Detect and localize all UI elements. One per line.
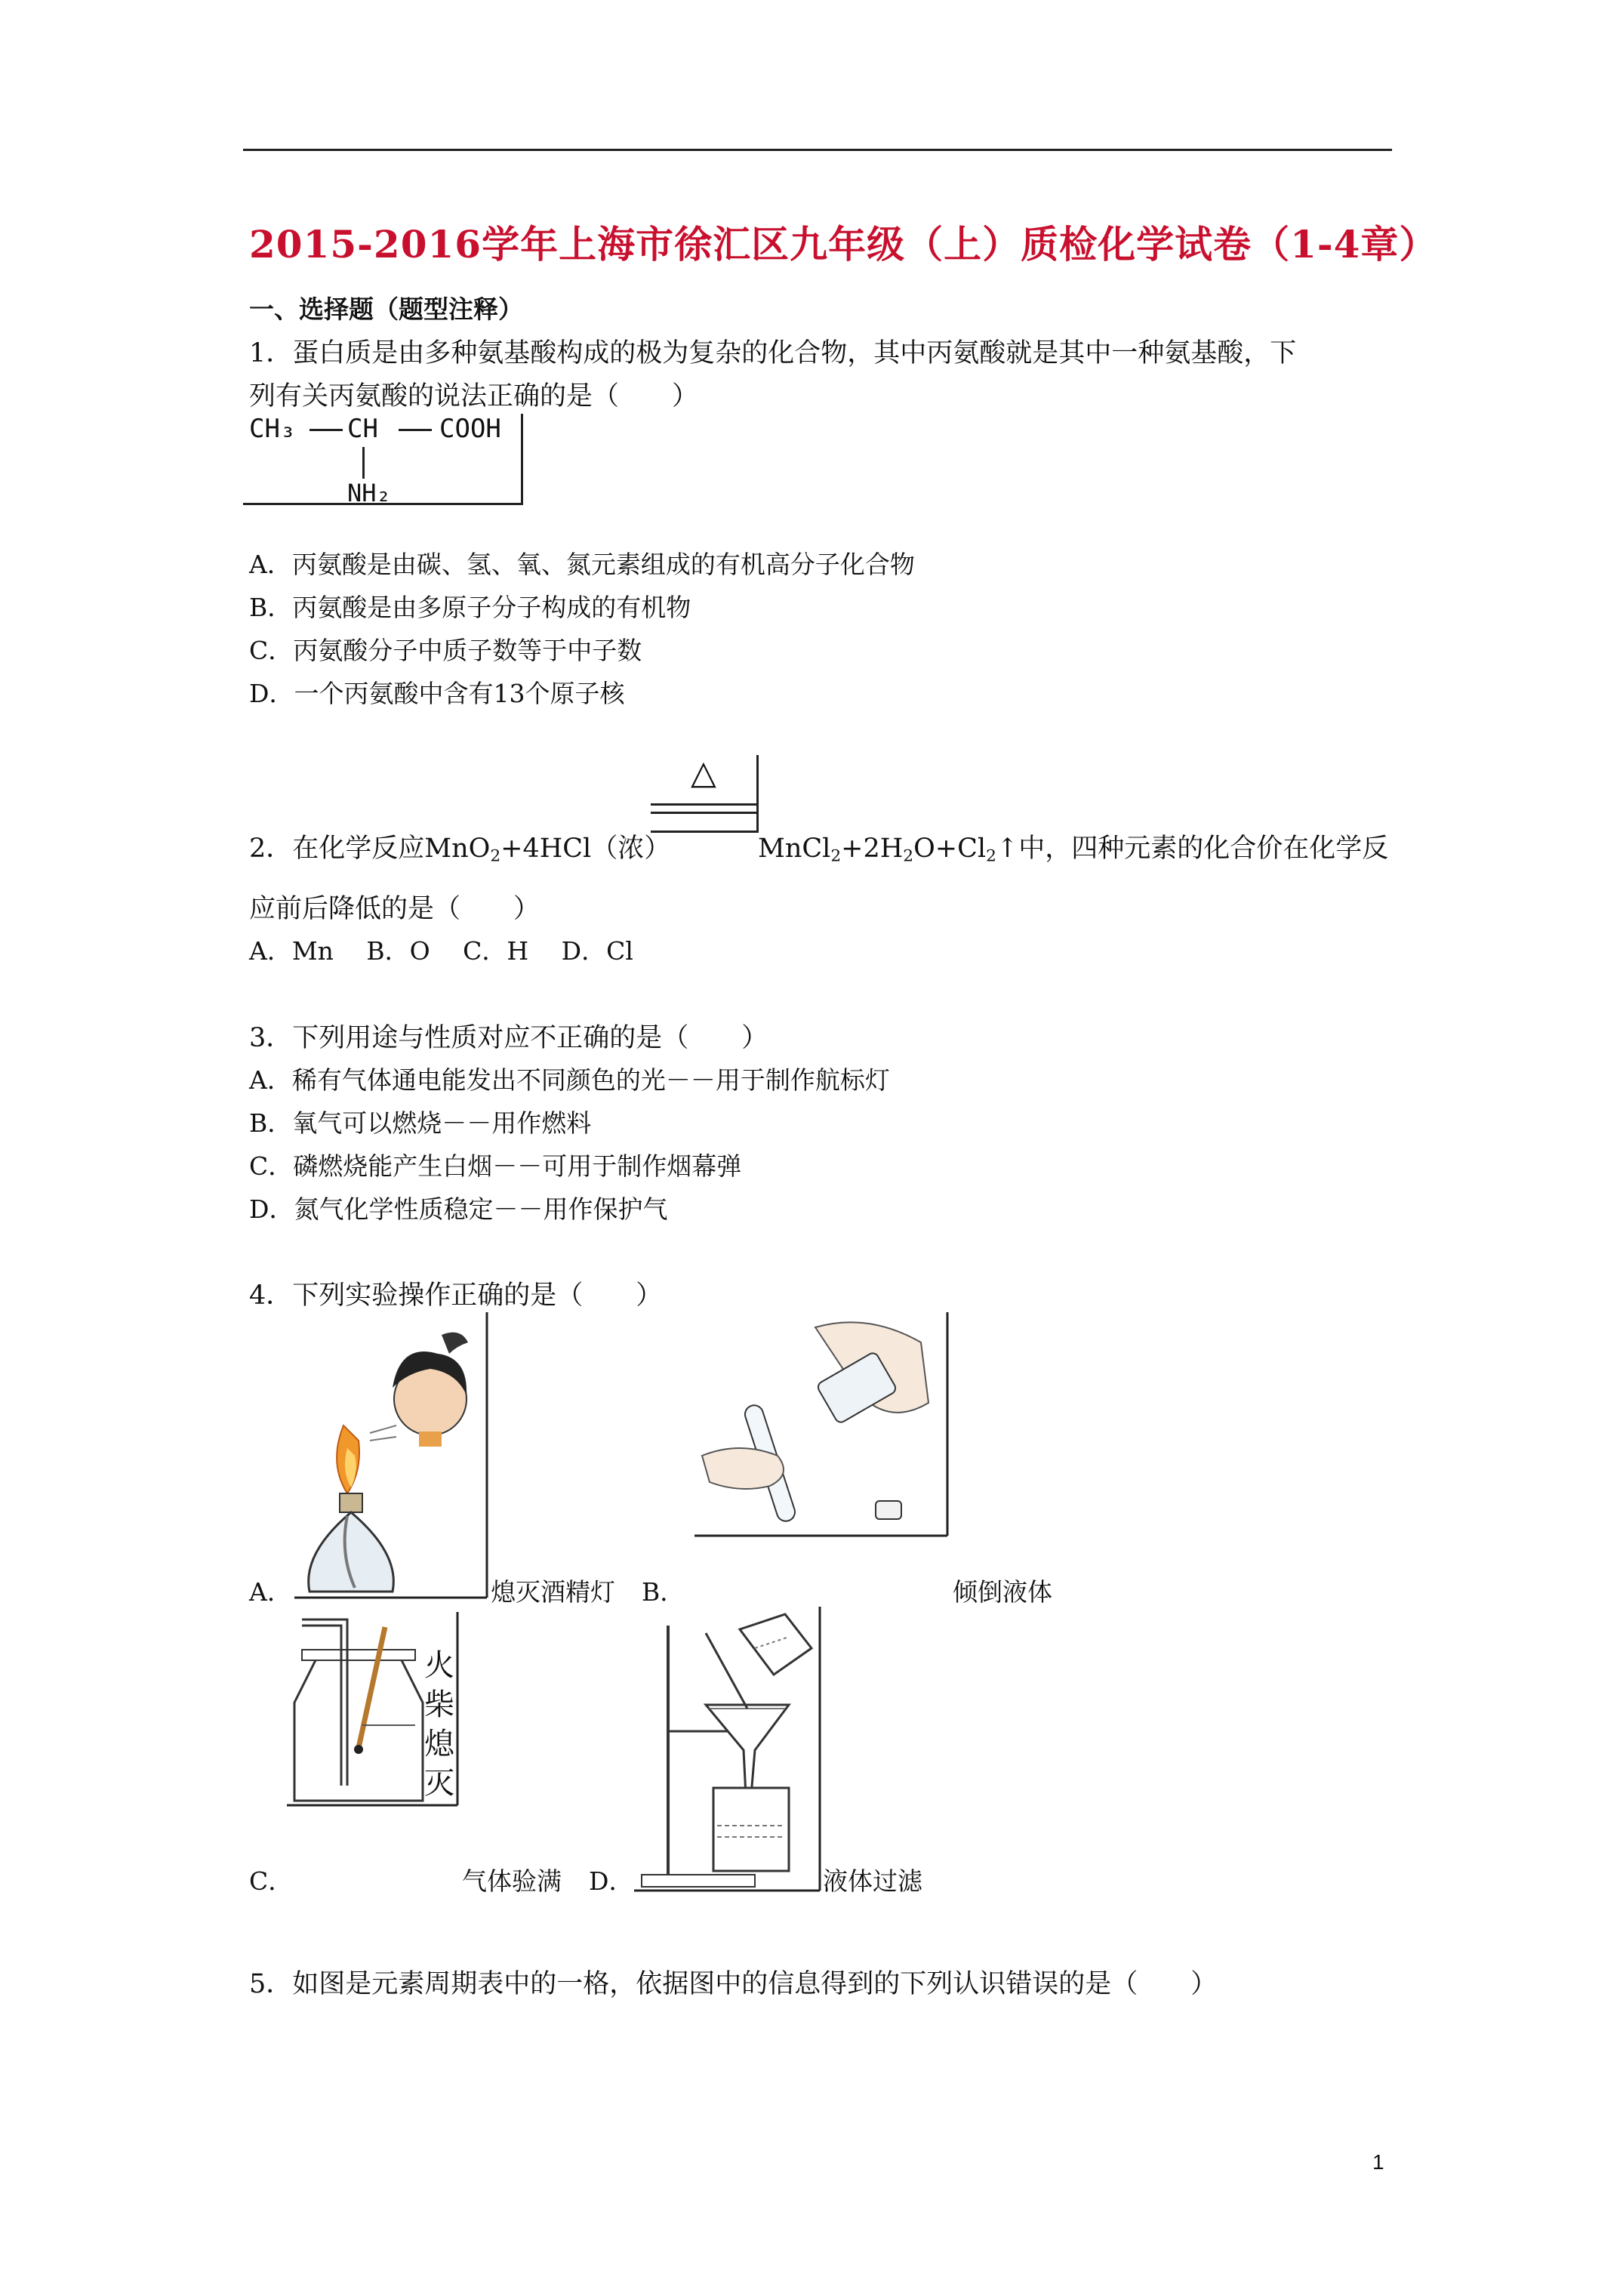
page-title: 2015-2016学年上海市徐汇区九年级（上）质检化学试卷（1-4章）: [249, 222, 1438, 267]
ch3-group: CH₃: [249, 414, 296, 444]
q4-option-d-label: 液体过滤: [823, 1866, 922, 1896]
q2-options: A．Mn B．O C．H D．Cl: [249, 936, 633, 966]
filtration-figure: [634, 1607, 830, 1894]
q4-option-b-label: 倾倒液体: [953, 1577, 1052, 1607]
q1-option-a: A．丙氨酸是由碳、氢、氧、氮元素组成的有机高分子化合物: [249, 550, 915, 579]
q4-option-a-letter: A．: [249, 1577, 292, 1607]
heat-triangle: △: [691, 754, 716, 792]
q4-option-d-letter: D．: [589, 1866, 634, 1896]
header-rule: [243, 149, 1392, 151]
q4-option-c-label: 气体验满: [462, 1866, 562, 1896]
cooh-group: COOH: [439, 414, 501, 444]
q5-stem: 5．如图是元素周期表中的一格，依据图中的信息得到的下列认识错误的是（ ）: [249, 1969, 1218, 1999]
q2-stem-line2: 应前后降低的是（ ）: [249, 894, 540, 924]
pouring-liquid-figure: [694, 1312, 951, 1539]
alcohol-lamp-figure: [287, 1312, 491, 1599]
q2-stem-products: $MnCl_2+2H_2O+Cl_2↑$中，四种元素的化合价在化学反: [758, 834, 1389, 866]
section-heading: 一、选择题（题型注释）: [249, 294, 523, 324]
nh2-group: NH₂: [347, 479, 391, 507]
q4-option-c-letter: C．: [249, 1866, 294, 1896]
q3-stem: 3．下列用途与性质对应不正确的是（ ）: [249, 1023, 768, 1053]
ch-group: CH: [347, 414, 378, 444]
match-extinguished-label: 火 柴 熄 灭: [424, 1648, 454, 1801]
q2-stem-line1: 2．在化学反应MnO$_2$+4HCl（浓）: [249, 834, 671, 866]
q4-option-b-letter: B．: [642, 1577, 685, 1607]
q3-option-c: C．磷燃烧能产生白烟－－可用于制作烟幕弹: [249, 1151, 742, 1181]
q1-stem-line1: 1．蛋白质是由多种氨基酸构成的极为复杂的化合物，其中丙氨酸就是其中一种氨基酸，下: [249, 338, 1297, 368]
page-number: 1: [1372, 2150, 1384, 2174]
q4-stem: 4．下列实验操作正确的是（ ）: [249, 1281, 663, 1311]
q1-option-c: C．丙氨酸分子中质子数等于中子数: [249, 636, 642, 665]
q3-option-b: B．氧气可以燃烧－－用作燃料: [249, 1108, 592, 1138]
q1-option-b: B．丙氨酸是由多原子分子构成的有机物: [249, 593, 691, 622]
q1-option-d: D．一个丙氨酸中含有13个原子核: [249, 679, 625, 708]
q1-stem-line2: 列有关丙氨酸的说法正确的是（ ）: [249, 381, 699, 411]
q3-option-d: D．氮气化学性质稳定－－用作保护气: [249, 1194, 668, 1224]
q4-option-a-label: 熄灭酒精灯: [491, 1577, 615, 1607]
q3-option-a: A．稀有气体通电能发出不同颜色的光－－用于制作航标灯: [249, 1065, 890, 1095]
